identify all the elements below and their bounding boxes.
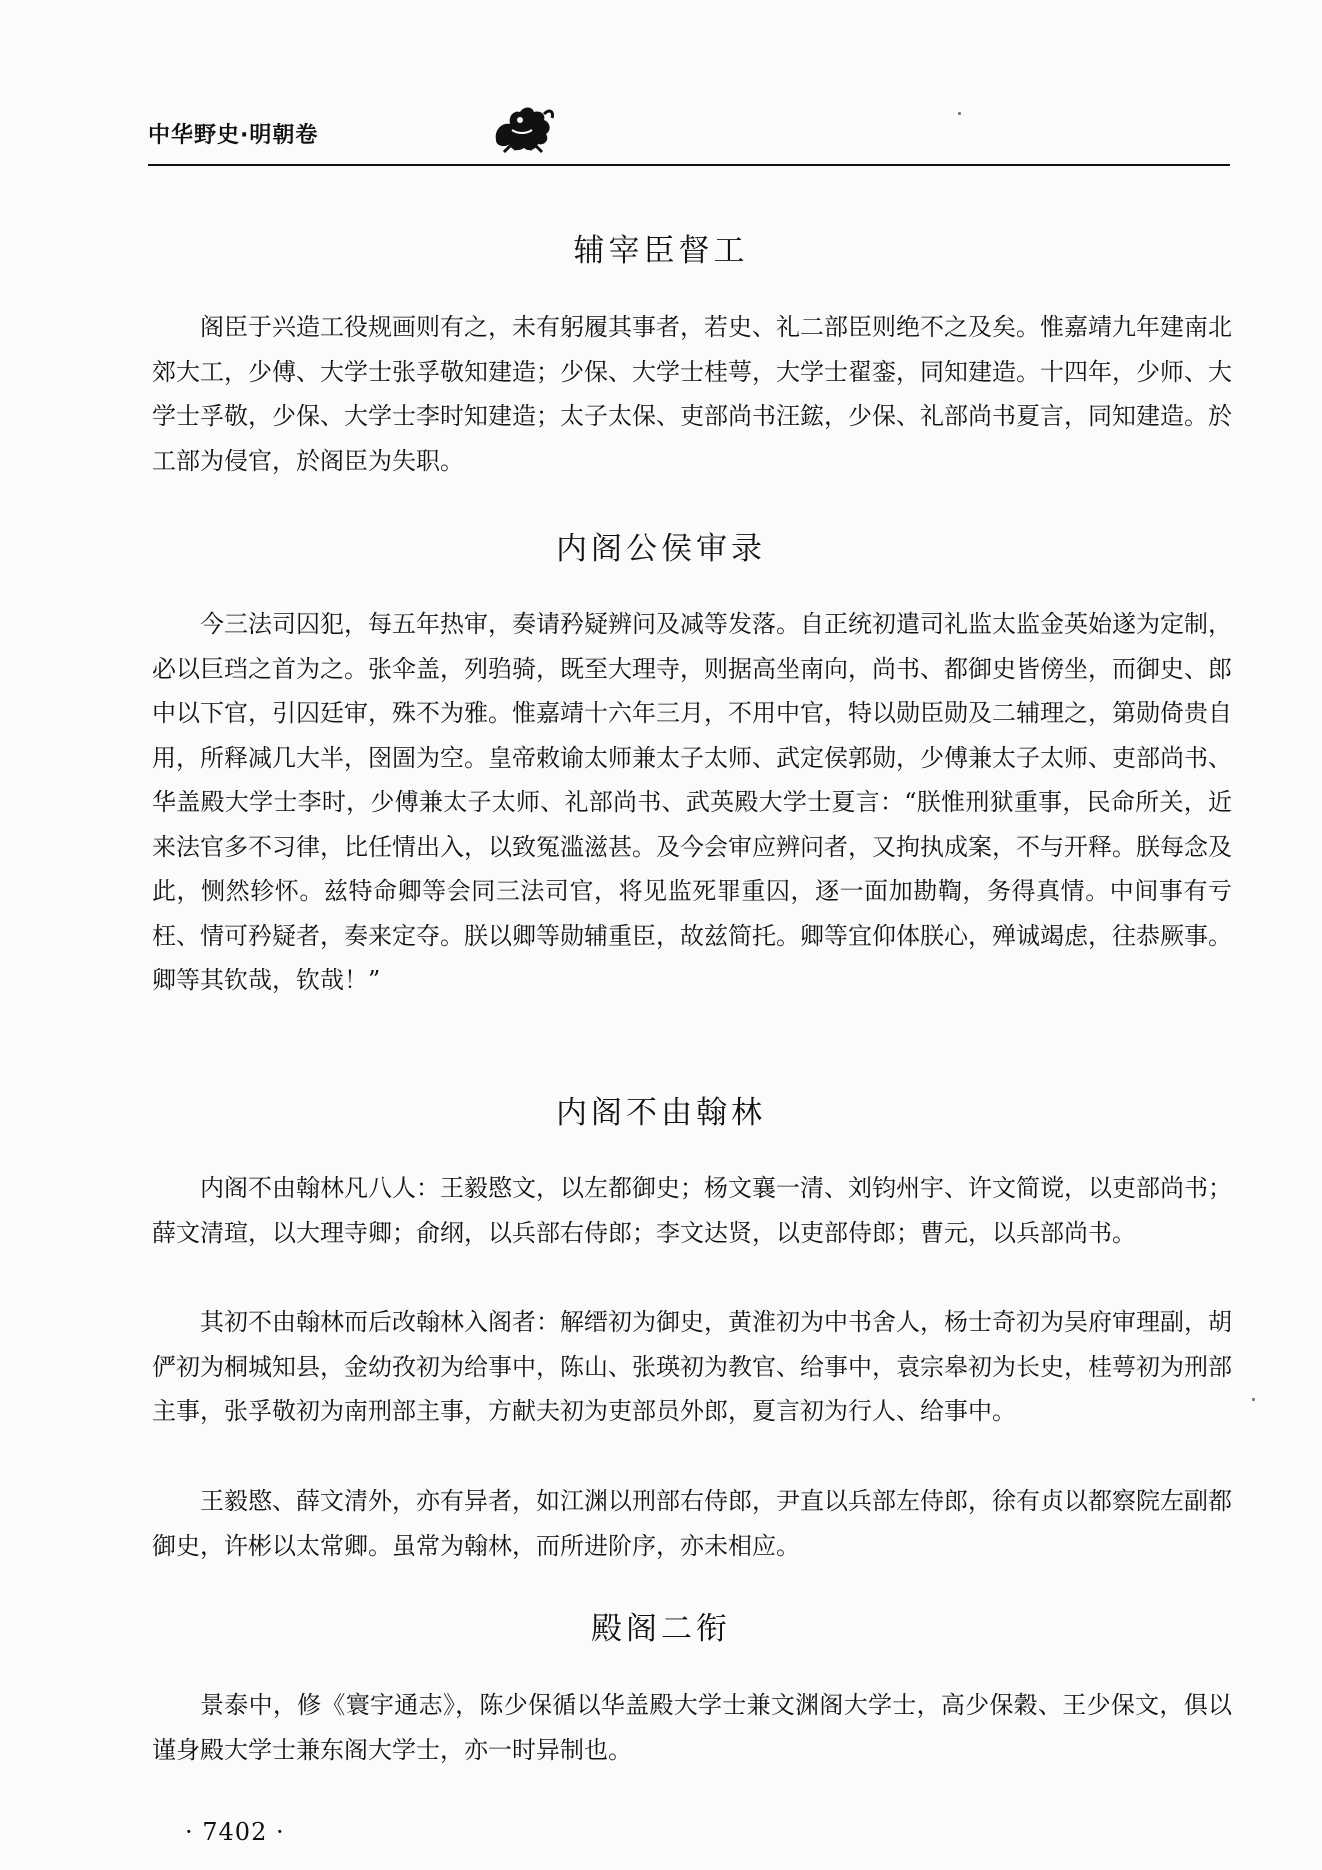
book-title: 中华野史·明朝卷	[148, 123, 319, 148]
dragon-emblem-icon	[490, 100, 558, 156]
section-3-paragraph-1: 内阁不由翰林凡八人：王毅愍文，以左都御史；杨文襄一清、刘钧州宇、许文简谠，以吏部尚书；薛文清瑄，以大理寺卿；俞纲，以兵部右侍郎；李文达贤，以吏部侍郎；曹元，以兵部尚书。	[152, 1174, 1232, 1247]
section-4-paragraph-1: 景泰中，修《寰宇通志》，陈少保循以华盖殿大学士兼文渊阁大学士，高少保穀、王少保文，俱以谨身殿大学士兼东阁大学士，亦一时异制也。	[152, 1691, 1232, 1764]
header-rule	[148, 164, 1230, 166]
page-number: · 7402 ·	[185, 1818, 285, 1846]
section-1-paragraph-1: 阁臣于兴造工役规画则有之，未有躬履其事者，若史、礼二部臣则绝不之及矣。惟嘉靖九年建南北郊大工，少傅、大学士张孚敬知建造；少保、大学士桂萼，大学士翟銮，同知建造。十四年，少师、大学士孚敬，少保、大学士李时知建造；太子太保、吏部尚书汪鋐，少保、礼部尚书夏言，同知建造。於工部为侵官，於阁臣为失职。	[152, 313, 1232, 475]
section-title-2: 内阁公侯审录	[556, 531, 766, 567]
scan-speck	[1252, 1398, 1255, 1401]
section-2-paragraph-1: 今三法司囚犯，每五年热审，奏请矜疑辨问及减等发落。自正统初遣司礼监太监金英始遂为定制，必以巨珰之首为之。张伞盖，列驺骑，既至大理寺，则据高坐南向，尚书、都御史皆傍坐，而御史、郎中以下官，引囚廷审，殊不为雅。惟嘉靖十六年三月，不用中官，特以勋臣勋及二辅理之，第勋倚贵自用，所释减几大半，囹圄为空。皇帝敕谕太师兼太子太师、武定侯郭勋，少傅兼太子太师、吏部尚书、华盖殿大学士李时，少傅兼太子太师、礼部尚书、武英殿大学士夏言：“朕惟刑狱重事，民命所关，近来法官多不习律，比任情出入，以致冤滥滋甚。及今会审应辨问者，又拘执成案，不与开释。朕每念及此，恻然轸怀。兹特命卿等会同三法司官，将见监死罪重囚，逐一面加勘鞫，务得真情。中间事有亏枉、情可矜疑者，奏来定夺。朕以卿等勋辅重臣，故兹简托。卿等宜仰体朕心，殚诚竭虑，往恭厥事。卿等其钦哉，钦哉！”	[152, 610, 1232, 994]
section-title-1: 辅宰臣督工	[573, 233, 749, 269]
section-3-paragraph-2: 其初不由翰林而后改翰林入阁者：解缙初为御史，黄淮初为中书舍人，杨士奇初为吴府审理副，胡俨初为桐城知县，金幼孜初为给事中，陈山、张瑛初为教官、给事中，袁宗皋初为长史，桂萼初为刑部主事，张孚敬初为南刑部主事，方献夫初为吏部员外郎，夏言初为行人、给事中。	[152, 1308, 1232, 1425]
scan-speck	[958, 112, 961, 115]
section-title-4: 殿阁二衔	[591, 1611, 731, 1647]
section-3-paragraph-3: 王毅愍、薛文清外，亦有异者，如江渊以刑部右侍郎，尹直以兵部左侍郎，徐有贞以都察院左副都御史，许彬以太常卿。虽常为翰林，而所进阶序，亦未相应。	[152, 1487, 1232, 1560]
page-header	[148, 108, 1248, 168]
section-title-3: 内阁不由翰林	[556, 1095, 766, 1131]
